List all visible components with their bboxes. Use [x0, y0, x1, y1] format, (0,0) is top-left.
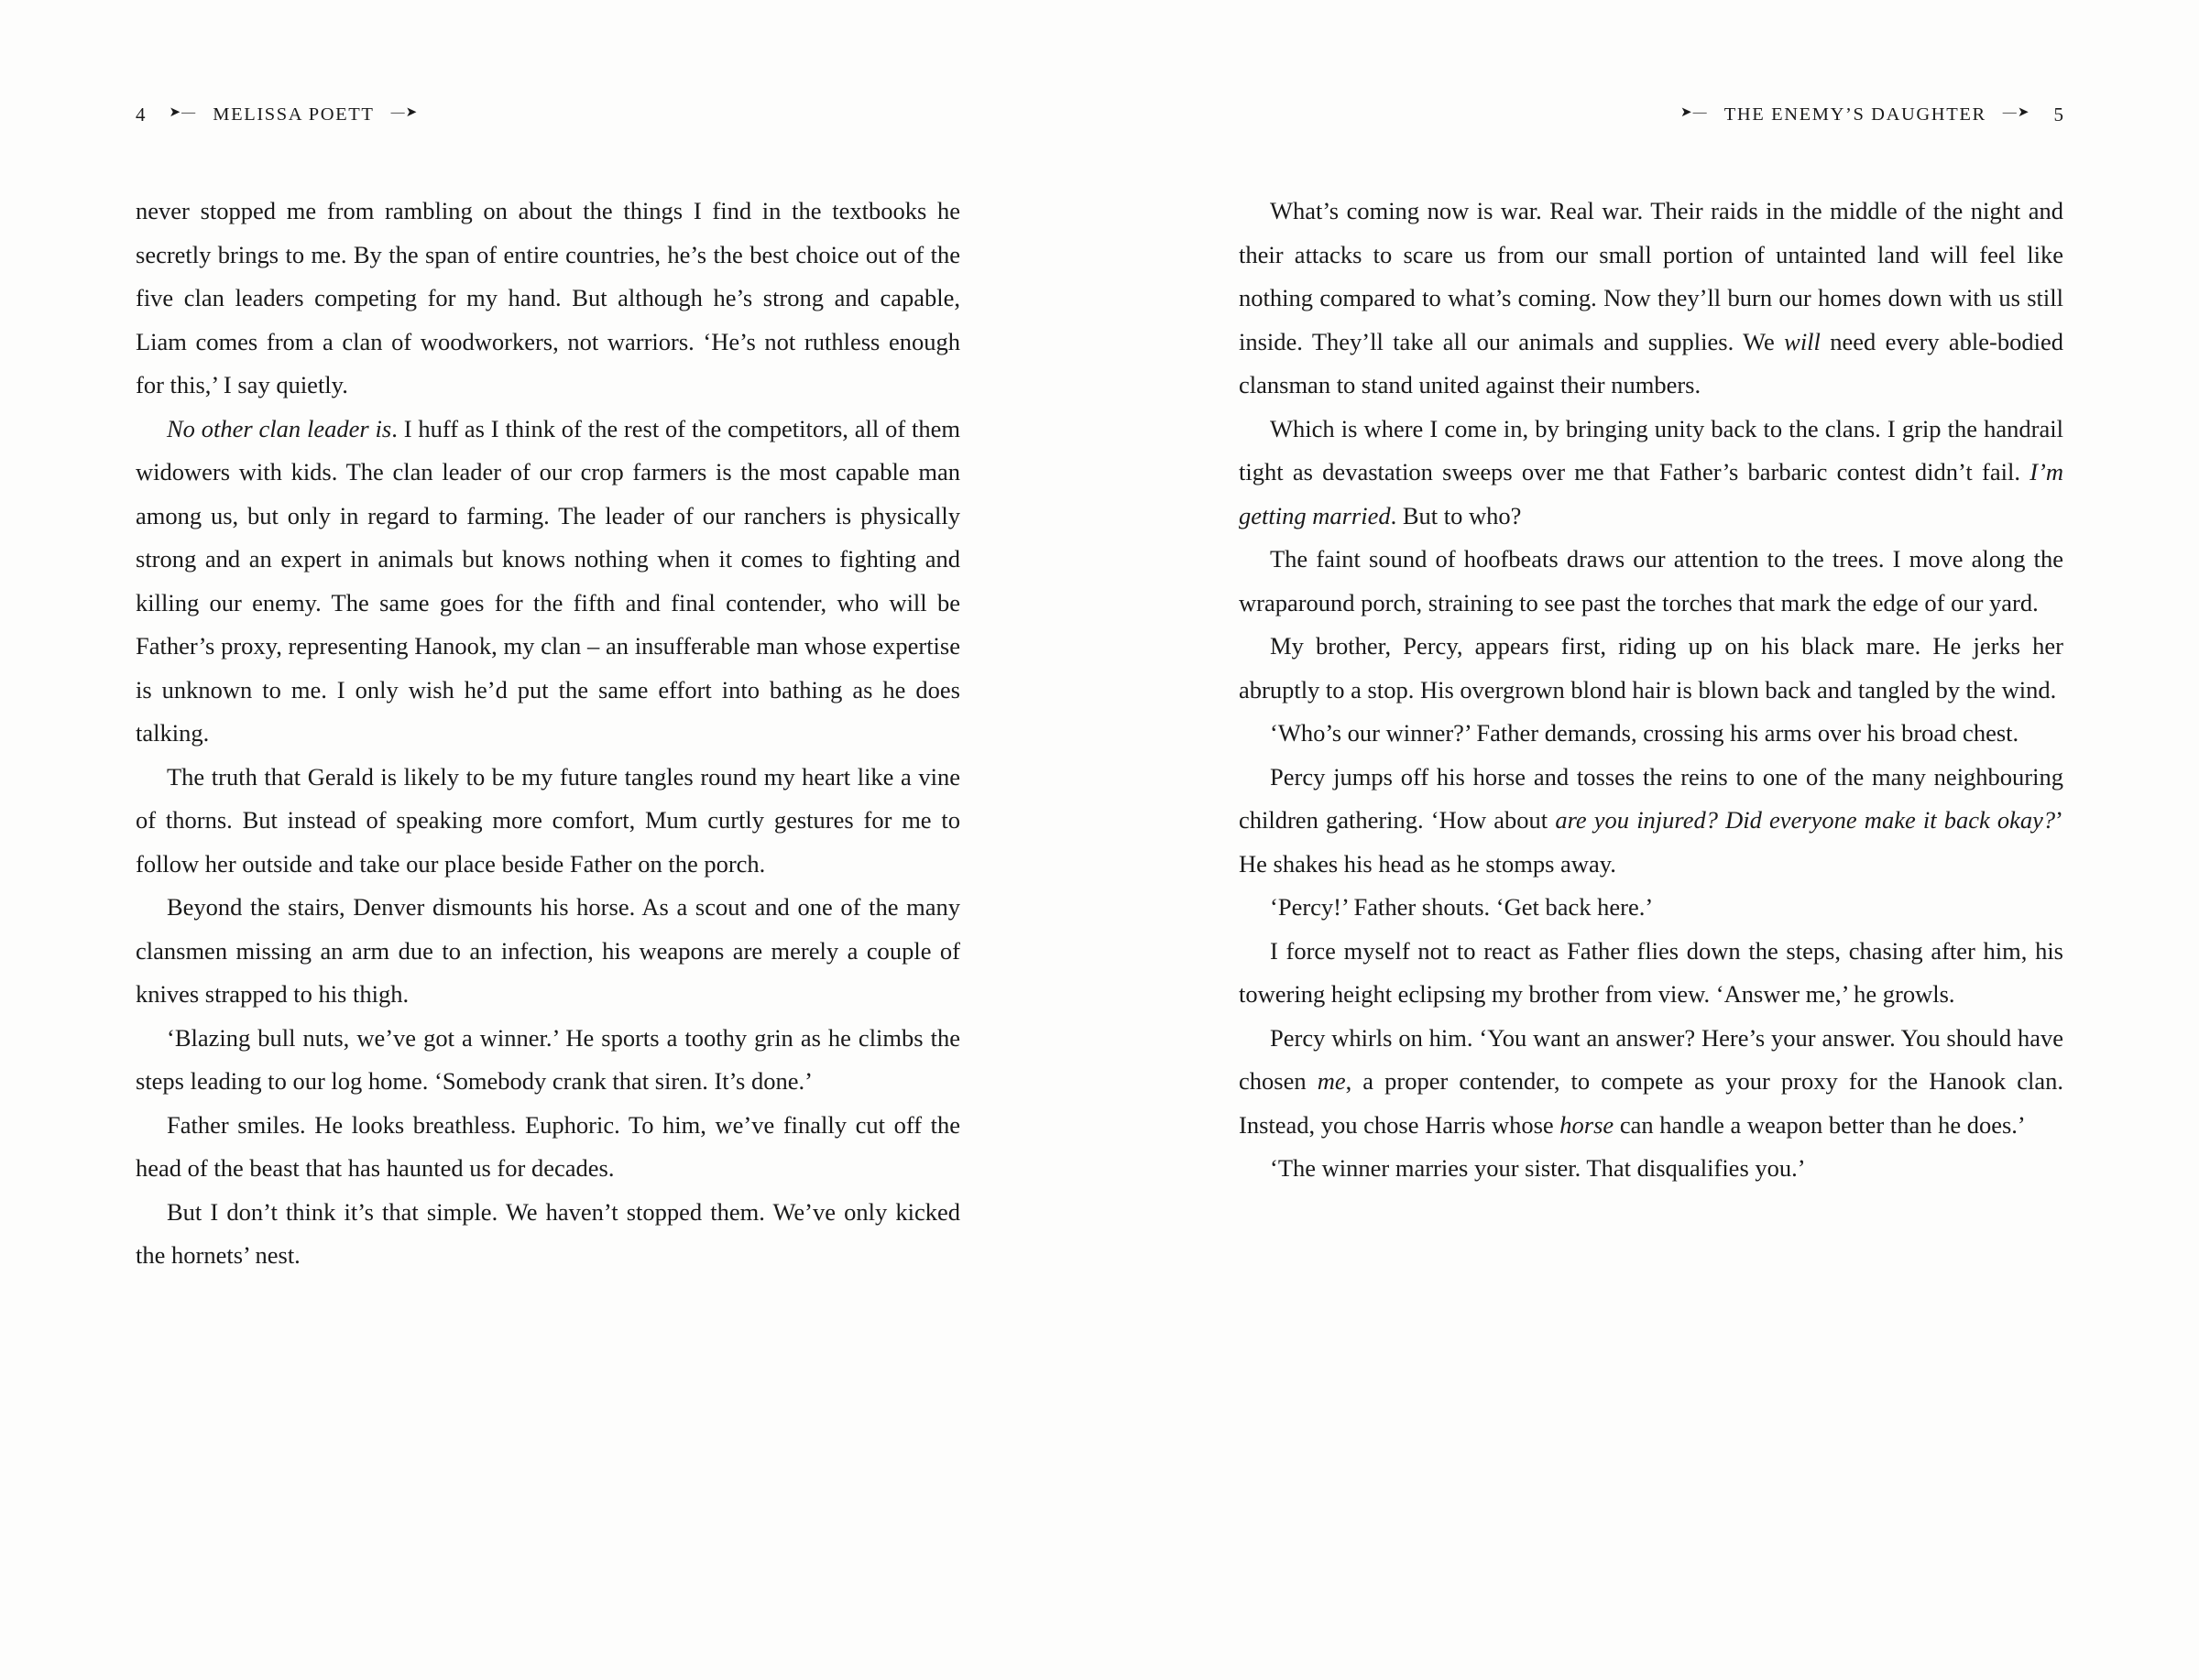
body-text: My brother, Percy, appears first, riding up on his black mare. He jerks her abruptly to a stop. His overgrown blond hair is blown back and tangled by the wind. [1239, 632, 2063, 704]
folio-left: 4 [136, 103, 146, 125]
body-text: . But to who? [1390, 501, 1522, 529]
body-text: . I huff as I think of the rest of the competitors, all of them widowers with kids. The clan leader of our crop farmers is the most capable man among us, but only in regard to farming. The leader of our ranchers is physically strong and an expert in animals but knows nothing when it comes to fighting and killing our enemy. The same goes for the fifth and final contender, who will be Father’s proxy, representing Hanook, my clan – an insufferable man whose expertise is unknown to me. I only wish he’d put the same effort into bathing as he does talking. [136, 414, 960, 747]
paragraph [1239, 538, 2063, 625]
paragraph [136, 1017, 960, 1104]
paragraph [1239, 625, 2063, 712]
body-text: Beyond the stairs, Denver dismounts his horse. As a scout and one of the many clansmen missing an arm due to an infection, his weapons are merely a couple of knives strapped to his thigh. [136, 893, 960, 1008]
running-head-left [136, 96, 960, 133]
paragraph [136, 1104, 960, 1191]
paragraph [1239, 408, 2063, 539]
paragraph [1239, 190, 2063, 408]
emphasis-text: are you injured? Did everyone make it back okay? [1555, 806, 2056, 834]
paragraph [136, 756, 960, 887]
paragraph [136, 886, 960, 1017]
paragraph [136, 1191, 960, 1278]
body-text: Which is where I come in, by bringing unity back to the clans. I grip the handrail tight as devastation sweeps over me that Father’s barbaric contest didn’t fail. [1239, 414, 2063, 485]
body-text: ‘Who’s our winner?’ Father demands, crossing his arms over his broad chest. [1270, 719, 2019, 747]
paragraph [136, 190, 960, 408]
body-text: can handle a weapon better than he does.’ [1614, 1110, 2026, 1139]
emphasis-text: me [1317, 1067, 1346, 1095]
body-text: The truth that Gerald is likely to be my future tangles round my heart like a vine of thorns. But instead of speaking more comfort, Mum curtly gestures for me to follow her outside and take our place beside Father on the porch. [136, 762, 960, 878]
body-text: What’s coming now is war. Real war. Their raids in the middle of the night and their attacks to scare us from our small portion of untainted land will feel like nothing compared to what’s coming. Now they’ll burn our homes down with us still inside. They’ll take all our animals and supplies. We [1239, 197, 2063, 355]
running-head-right [1239, 96, 2063, 133]
running-head-author: MELISSA POETT [213, 104, 375, 125]
running-head-title: THE ENEMY’S DAUGHTER [1723, 104, 1986, 125]
page-left-body [136, 190, 960, 1278]
emphasis-text: will [1784, 327, 1821, 355]
body-text: never stopped me from rambling on about the things I find in the textbooks he secretly brings to me. By the span of entire countries, he’s the best choice out of the five clan leaders competing for my hand. But although he’s strong and capable, Liam comes from a clan of woodworkers, not warriors. ‘He’s not ruthless enough for this,’ I say quietly. [136, 197, 960, 398]
page-right [1100, 0, 2199, 1680]
paragraph [1239, 756, 2063, 887]
page-right-body [1239, 190, 2063, 1191]
paragraph [1239, 712, 2063, 756]
body-text: ‘Percy!’ Father shouts. ‘Get back here.’ [1270, 893, 1654, 921]
ornament-right-icon-right: —➤ [2002, 104, 2030, 120]
ornament-right-icon: —➤ [390, 104, 419, 120]
paragraph [1239, 930, 2063, 1017]
body-text: But I don’t think it’s that simple. We haven’t stopped them. We’ve only kicked the hornets’ nest. [136, 1197, 960, 1269]
body-text: ‘The winner marries your sister. That disqualifies you.’ [1270, 1154, 1806, 1182]
folio-right: 5 [2053, 103, 2063, 125]
paragraph [136, 408, 960, 756]
ornament-left-icon-right: ➤— [1679, 104, 1708, 120]
body-text: The faint sound of hoofbeats draws our attention to the trees. I move along the wraparound porch, straining to see past the torches that mark the edge of our yard. [1239, 545, 2063, 616]
body-text: , a proper contender, to compete as your proxy for the Hanook clan. Instead, you chose Harris whose [1239, 1067, 2064, 1139]
emphasis-text: No other clan leader is [167, 414, 392, 442]
ornament-left-icon: ➤— [169, 104, 197, 120]
emphasis-text: horse [1559, 1110, 1614, 1139]
body-text: Father smiles. He looks breathless. Euphoric. To him, we’ve finally cut off the head of the beast that has haunted us for decades. [136, 1110, 960, 1182]
paragraph [1239, 886, 2063, 930]
body-text: ‘Blazing bull nuts, we’ve got a winner.’ He sports a toothy grin as he climbs the steps leading to our log home. ‘Somebody crank that siren. It’s done.’ [136, 1023, 960, 1095]
body-text: Percy jumps off his horse and tosses the reins to one of the many neighbouring children gathering. ‘How about [1239, 762, 2063, 834]
paragraph [1239, 1147, 2063, 1191]
body-text: Percy whirls on him. ‘You want an answer? Here’s your answer. You should have chosen [1239, 1023, 2063, 1095]
body-text: I force myself not to react as Father flies down the steps, chasing after him, his towering height eclipsing my brother from view. ‘Answer me,’ he growls. [1239, 936, 2063, 1008]
paragraph [1239, 1017, 2063, 1148]
body-text: need every able-bodied clansman to stand united against their numbers. [1239, 327, 2063, 398]
emphasis-text: I’m getting married [1239, 458, 2063, 529]
body-text: ’ He shakes his head as he stomps away. [1239, 806, 2063, 878]
